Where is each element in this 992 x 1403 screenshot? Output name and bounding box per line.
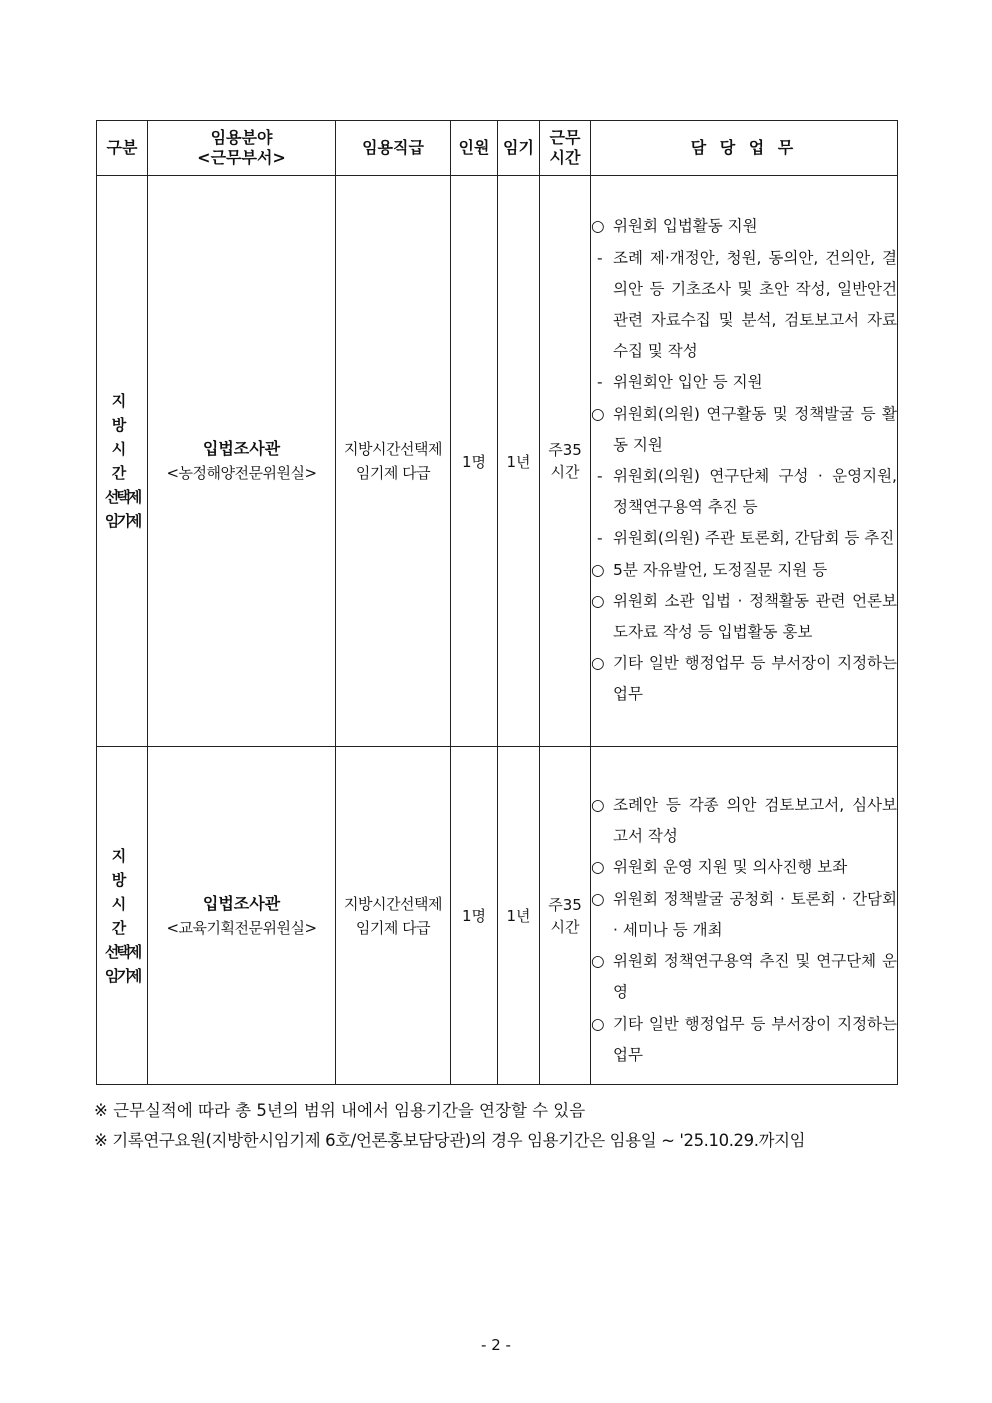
gubun-line: 임기제 xyxy=(104,512,140,530)
duty-text: 위원회 입법활동 지원 xyxy=(613,217,758,236)
duty-item xyxy=(591,884,897,946)
duty-item xyxy=(591,586,897,648)
hours-line: 시간 xyxy=(550,463,580,481)
field-dept: <교육기획전문위원실> xyxy=(166,918,317,937)
row1-gubun xyxy=(97,176,148,747)
row2-term: 1년 xyxy=(498,747,540,1085)
table-row xyxy=(97,747,898,1085)
row2-rank xyxy=(336,747,451,1085)
row2-duties xyxy=(591,747,898,1085)
circle-bullet-icon: ○ xyxy=(591,858,605,877)
duty-text: 조례안 등 각종 의안 검토보고서, 심사보고서 작성 xyxy=(613,796,897,846)
rank-line: 임기제 다급 xyxy=(355,464,431,482)
row1-duties xyxy=(591,176,898,747)
gubun-line: 임기제 xyxy=(104,966,140,985)
row2-gubun xyxy=(97,747,148,1085)
gubun-line: 시 간 xyxy=(111,894,133,937)
circle-bullet-icon: ○ xyxy=(591,404,605,423)
header-field xyxy=(148,121,336,176)
duty-subitem xyxy=(591,367,897,398)
gubun-line: 지 방 xyxy=(111,392,133,434)
duty-item xyxy=(591,790,897,852)
row1-count: 1명 xyxy=(451,176,498,747)
duty-text: 위원회 정책발굴 공청회 · 토론회 · 간담회 · 세미나 등 개최 xyxy=(613,889,897,939)
row1-term: 1년 xyxy=(498,176,540,747)
duty-text: 위원회(의원) 연구활동 및 정책발굴 등 활동 지원 xyxy=(613,404,897,454)
table-row xyxy=(97,176,898,747)
row1-hours xyxy=(540,176,591,747)
duty-text: 위원회(의원) 연구단체 구성 · 운영지원, 정책연구용역 추진 등 xyxy=(613,467,897,517)
duty-text: 위원회(의원) 주관 토론회, 간담회 등 추진 xyxy=(613,529,895,548)
row1-field xyxy=(148,176,336,747)
dash-bullet: - xyxy=(597,529,603,548)
field-title: 입법조사관 xyxy=(202,893,281,913)
rank-line: 지방시간선택제 xyxy=(344,894,442,913)
duty-item xyxy=(591,852,897,883)
hours-line: 주35 xyxy=(548,441,582,459)
footnote: ※ 기록연구요원(지방한시임기제 6호/언론홍보담당관)의 경우 임용기간은 임용일 ~ '25.10.29.까지임 xyxy=(94,1131,806,1150)
duty-subitem xyxy=(591,461,897,523)
header-field-line1: 임용분야 xyxy=(210,128,273,147)
recruitment-table xyxy=(96,120,898,1085)
circle-bullet-icon: ○ xyxy=(591,796,605,815)
duty-text: 기타 일반 행정업무 등 부서장이 지정하는 업무 xyxy=(613,654,897,704)
rank-line: 임기제 다급 xyxy=(355,918,431,937)
circle-bullet-icon: ○ xyxy=(591,889,605,908)
circle-bullet-icon: ○ xyxy=(591,217,605,236)
dash-bullet: - xyxy=(597,248,603,267)
dash-bullet: - xyxy=(597,467,603,485)
field-dept: <농정해양전문위원실> xyxy=(166,464,317,482)
header-gubun: 구분 xyxy=(97,121,148,176)
circle-bullet-icon: ○ xyxy=(591,952,605,971)
field-title: 입법조사관 xyxy=(202,439,281,458)
duty-text: 위원회 정책연구용역 추진 및 연구단체 운영 xyxy=(613,952,897,1002)
hours-line: 시간 xyxy=(550,917,580,936)
duty-item xyxy=(591,648,897,710)
hours-line: 주35 xyxy=(548,895,582,914)
duty-item xyxy=(591,555,897,586)
header-count: 인원 xyxy=(451,121,498,176)
row2-count: 1명 xyxy=(451,747,498,1085)
header-term: 임기 xyxy=(498,121,540,176)
circle-bullet-icon: ○ xyxy=(591,591,605,610)
duty-text: 위원회안 입안 등 지원 xyxy=(613,373,763,392)
circle-bullet-icon: ○ xyxy=(591,654,605,673)
header-duties: 담 당 업 무 xyxy=(591,121,898,176)
duty-text: 기타 일반 행정업무 등 부서장이 지정하는 업무 xyxy=(613,1014,897,1064)
footnote: ※ 근무실적에 따라 총 5년의 범위 내에서 임용기간을 연장할 수 있음 xyxy=(94,1101,586,1120)
duty-text: 위원회 소관 입법 · 정책활동 관련 언론보도자료 작성 등 입법활동 홍보 xyxy=(613,591,897,642)
gubun-line: 선택제 xyxy=(104,488,140,506)
gubun-line: 선택제 xyxy=(104,942,140,961)
header-field-line2: <근무부서> xyxy=(197,148,286,167)
duty-item xyxy=(591,946,897,1008)
circle-bullet-icon: ○ xyxy=(591,560,605,579)
row1-rank xyxy=(336,176,451,747)
duty-subitem xyxy=(591,523,897,554)
duty-item xyxy=(591,211,897,242)
circle-bullet-icon: ○ xyxy=(591,1014,605,1033)
rank-line: 지방시간선택제 xyxy=(344,440,442,458)
duty-text: 5분 자유발언, 도정질문 지원 등 xyxy=(613,560,828,579)
header-rank: 임용직급 xyxy=(336,121,451,176)
duty-item xyxy=(591,1009,897,1071)
duty-item xyxy=(591,399,897,461)
header-hours-line1: 근무 xyxy=(549,128,581,147)
table-header-row xyxy=(97,121,898,176)
gubun-line: 지 방 xyxy=(111,846,133,889)
header-hours-line2: 시간 xyxy=(549,148,581,167)
duty-subitem xyxy=(591,243,897,368)
page-number: - 2 - xyxy=(481,1336,511,1354)
header-hours xyxy=(540,121,591,176)
duty-text: 조례 제·개정안, 청원, 동의안, 건의안, 결의안 등 기초조사 및 초안 작성, 일반안건 관련 자료수집 및 분석, 검토보고서 자료 수집 및 작성 xyxy=(613,248,897,361)
row2-hours xyxy=(540,747,591,1085)
row2-field xyxy=(148,747,336,1085)
footnotes xyxy=(94,1096,805,1156)
gubun-line: 시 간 xyxy=(111,440,133,482)
dash-bullet: - xyxy=(597,373,603,392)
duty-text: 위원회 운영 지원 및 의사진행 보좌 xyxy=(613,858,848,877)
